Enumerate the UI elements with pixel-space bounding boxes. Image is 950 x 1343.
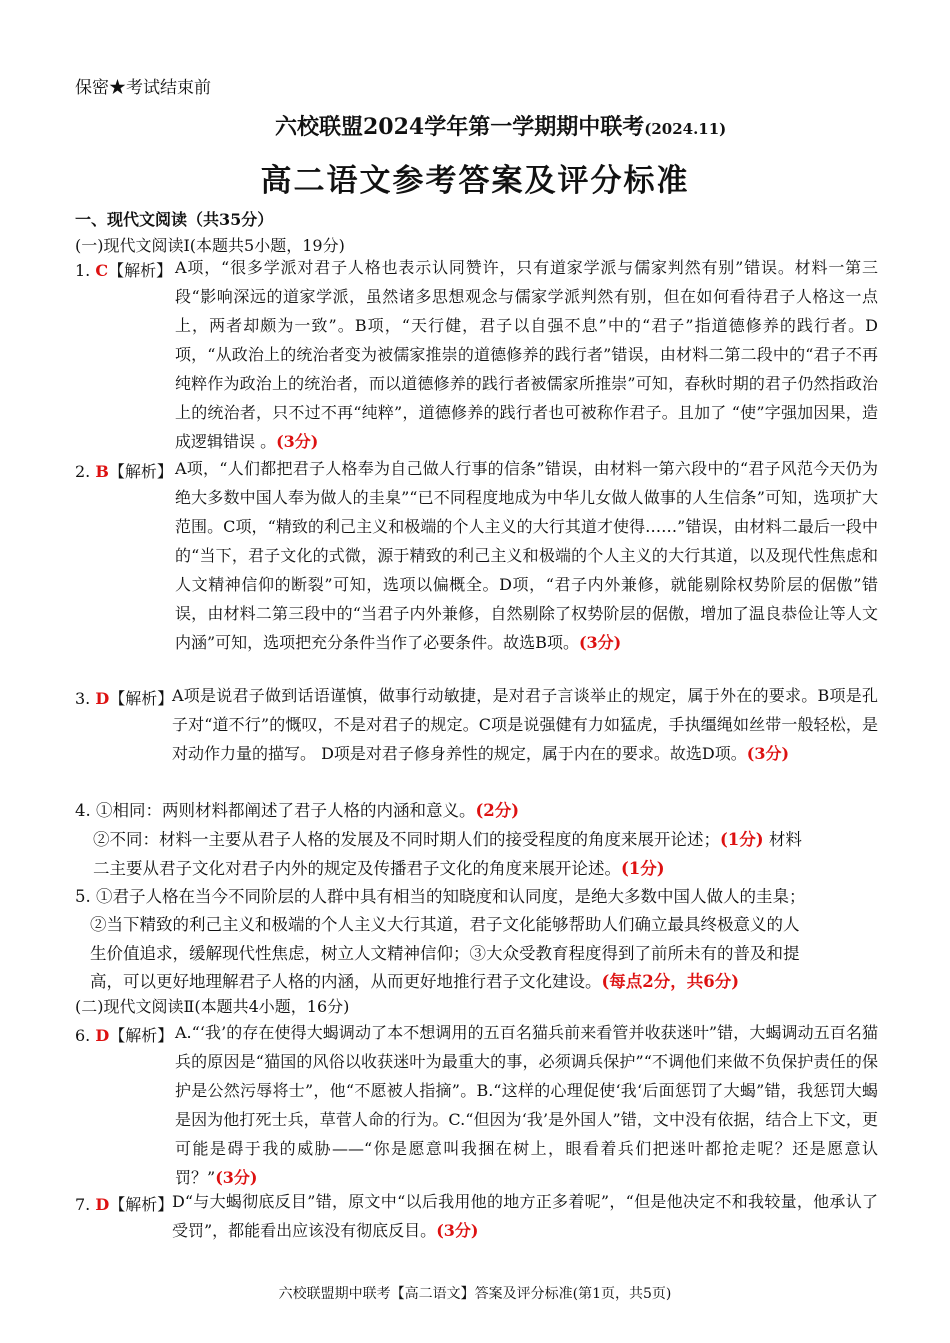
question-number: 2.: [75, 462, 91, 481]
answer-text: 二主要从君子文化对君子内外的规定及传播君子文化的角度来展开论述。: [93, 859, 621, 878]
answer-letter: D: [95, 1026, 110, 1045]
score-badge: (3分): [276, 432, 319, 451]
analysis-text: A.“‘我’的存在使得大蝎调动了本不想调用的五百名猫兵前来看管并收获迷叶”错，大蝎调动五百名猫兵的原因是“猫国的风俗以收获迷叶为最重大的事，必须调兵保护”“不调他们来做不负保护责任的保护是公然污辱将士”，他“不愿被人指摘”。B.“这样的心理促使‘我‘后面惩罚了大蝎”错，我惩罚大蝎是因为他打死士兵，草菅人命的行为。C.“但因为‘我’是外国人”错，文中没有依据，结合上下文，更可能是碍于我的威胁——“你是愿意叫我捆在树上，眼看着兵们把迷叶都抢走呢？还是愿意认罚？”: [175, 1023, 878, 1187]
question-4-line-3: [93, 855, 665, 879]
question-3-label: [75, 686, 173, 709]
score-badge: (3分): [578, 633, 622, 652]
score-badge: (3分): [215, 1168, 258, 1187]
score-badge: (1分): [621, 859, 665, 878]
answer-letter: B: [95, 462, 109, 481]
subsection-heading-1: (一)现代文阅读Ⅰ(本题共5小题，19分): [75, 236, 345, 255]
analysis-text: D“与大蝎彻底反目”错，原文中“以后我用他的地方正多着呢”，“但是他决定不和我较量，他承认了受罚”，都能看出应该没有彻底反目。: [172, 1192, 878, 1240]
question-4-line-2: [93, 826, 802, 850]
question-number: 3.: [75, 689, 91, 708]
question-5-line-2: ②当下精致的利己主义和极端的个人主义大行其道，君子文化能够帮助人们确立最具终极意义的人: [90, 915, 800, 934]
section-heading-1: 一、现代文阅读（共35分）: [75, 210, 274, 229]
score-badge: (每点2分，共6分): [601, 972, 740, 991]
score-badge: (3分): [746, 744, 790, 763]
question-6-analysis: [175, 1018, 878, 1192]
score-badge: (1分): [720, 830, 764, 849]
answer-letter: D: [95, 1195, 110, 1214]
answer-letter: D: [95, 689, 110, 708]
question-7-analysis: [172, 1187, 878, 1245]
answer-text: 高，可以更好地理解君子人格的内涵，从而更好地推行君子文化建设。: [90, 972, 602, 991]
analysis-tag: 【解析】: [109, 1026, 174, 1045]
question-7-label: [75, 1192, 173, 1215]
question-5-line-3: 生价值追求，缓解现代性焦虑，树立人文精神信仰；③大众受教育程度得到了前所未有的普及和提: [90, 944, 800, 963]
analysis-tag: 【解析】: [109, 689, 174, 708]
page-title: 高二语文参考答案及评分标准: [260, 163, 690, 199]
answer-letter: C: [95, 261, 109, 280]
question-2-analysis: [175, 454, 878, 657]
question-number: 1.: [75, 261, 91, 280]
answer-text: 材料: [763, 830, 802, 849]
question-number: 6.: [75, 1026, 91, 1045]
exam-title: [275, 110, 726, 141]
analysis-tag: 【解析】: [108, 462, 173, 481]
question-1-analysis: [175, 253, 878, 456]
question-6-label: [75, 1023, 173, 1046]
score-badge: (3分): [436, 1221, 479, 1240]
confidential-note: 保密★考试结束前: [75, 78, 211, 98]
analysis-tag: 【解析】: [109, 1195, 174, 1214]
analysis-text: A项，“人们都把君子人格奉为自己做人行事的信条”错误，由材料一第六段中的“君子风范今天仍为绝大多数中国人奉为做人的圭臬”“已不同程度地成为中华儿女做人做事的人生信条”可知，选项扩大范围。C项，“精致的利己主义和极端的个人主义的大行其道才使得……”错误，由材料二最后一段中的“当下，君子文化的式微，源于精致的利己主义和极端的个人主义的大行其道，以及现代性焦虑和人文精神信仰的断裂”可知，选项以偏概全。D项，“君子内外兼修，就能剔除权势阶层的倨傲”错误，由材料二第三段中的“当君子内外兼修，自然剔除了权势阶层的倨傲，增加了温良恭俭让等人文内涵”可知，选项把充分条件当作了必要条件。故选B项。: [175, 459, 878, 652]
exam-title-date: (2024.11): [644, 120, 727, 138]
question-3-analysis: [172, 681, 878, 768]
question-5-line-4: [90, 968, 739, 992]
analysis-tag: 【解析】: [108, 261, 173, 280]
page-footer: 六校联盟期中联考【高二语文】答案及评分标准(第1页，共5页): [278, 1286, 672, 1302]
analysis-text: A项是说君子做到话语谨慎，做事行动敏捷，是对君子言谈举止的规定，属于外在的要求。B项是孔子对“道不行”的慨叹，不是对君子的规定。C项是说强健有力如猛虎，手执缰绳如丝带一般轻松，是对动作力量的描写。 D项是对君子修身养性的规定，属于内在的要求。故选D项。: [172, 686, 878, 763]
question-4-line-1: [75, 797, 519, 821]
question-2-label: [75, 459, 173, 482]
question-5-line-1: 5. ①君子人格在当今不同阶层的人群中具有相当的知晓度和认同度，是绝大多数中国人做人的圭臬；: [75, 887, 806, 906]
question-number: 7.: [75, 1195, 91, 1214]
exam-title-main: 六校联盟2024学年第一学期期中联考: [275, 114, 645, 140]
question-1-label: [75, 258, 172, 281]
score-badge: (2分): [475, 801, 520, 820]
analysis-text: A项，“很多学派对君子人格也表示认同赞许，只有道家学派与儒家判然有别”错误。材料一第三段“影响深远的道家学派，虽然诸多思想观念与儒家学派判然有别，但在如何看待君子人格这一点上，两者却颇为一致”。B项，“天行健，君子以自强不息”中的“君子”指道德修养的践行者。D项，“从政治上的统治者变为被儒家推崇的道德修养的践行者”错误，由材料二第二段中的“君子不再纯粹作为政治上的统治者，而以道德修养的践行者被儒家所推崇”可知，春秋时期的君子仍然指政治上的统治者，只不过不再“纯粹”，道德修养的践行者也可被称作君子。且加了 “使”字强加因果，造成逻辑错误 。: [175, 258, 878, 451]
answer-text: 4. ①相同：两则材料都阐述了君子人格的内涵和意义。: [75, 801, 476, 820]
subsection-heading-2: (二)现代文阅读Ⅱ(本题共4小题，16分): [75, 997, 350, 1016]
answer-text: ②不同：材料一主要从君子人格的发展及不同时期人们的接受程度的角度来展开论述；: [93, 830, 720, 849]
